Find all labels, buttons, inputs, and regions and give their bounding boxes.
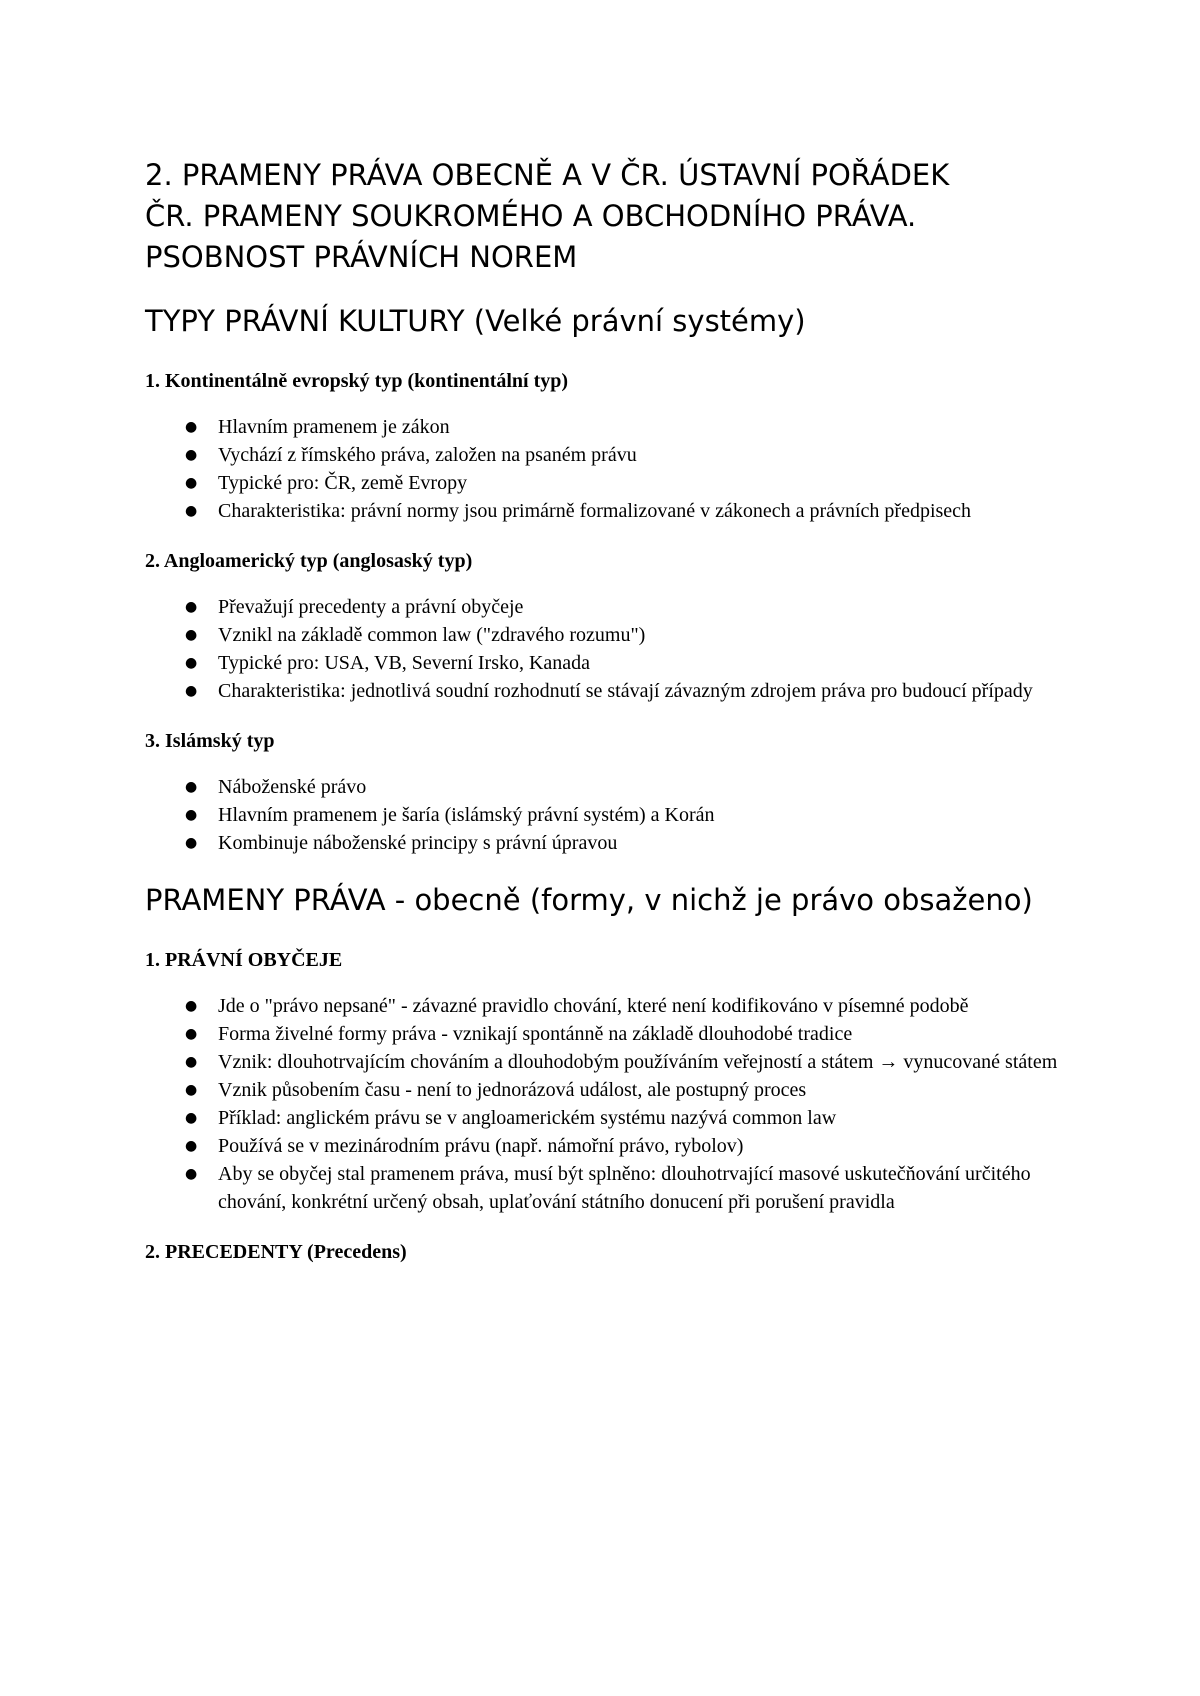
bullet-icon: ● [185, 655, 198, 671]
bullet-icon: ● [185, 835, 198, 851]
list-item: ● Příklad: anglickém právu se v angloamerickém systému nazývá common law [218, 1104, 1065, 1132]
list-item: ● Jde o "právo nepsané" - závazné pravidlo chování, které není kodifikováno v písemné podobě [218, 992, 1065, 1020]
list-item: ● Typické pro: ČR, země Evropy [218, 469, 1065, 497]
bullet-icon: ● [185, 1138, 198, 1154]
list-item: ● Vznikl na základě common law ("zdravého rozumu") [218, 621, 1065, 649]
title-line-2: ČR. PRAMENY SOUKROMÉHO A OBCHODNÍHO PRÁVA. [145, 199, 917, 233]
list-item: ● Hlavním pramenem je šaría (islámský právní systém) a Korán [218, 801, 1065, 829]
list-item: ● Aby se obyčej stal pramenem práva, musí být splněno: dlouhotrvající masové uskutečňování určitého chování, konkrétní určený obsah, uplaťování státního donucení při porušení pravidla [218, 1160, 1065, 1216]
list-item: ● Charakteristika: jednotlivá soudní rozhodnutí se stávají závazným zdrojem práva pro budoucí případy [218, 677, 1065, 705]
list-item: ● Vznik působením času - není to jednorázová událost, ale postupný proces [218, 1076, 1065, 1104]
list-item: ● Typické pro: USA, VB, Severní Irsko, Kanada [218, 649, 1065, 677]
bullet-icon: ● [185, 475, 198, 491]
continental-type-list [145, 413, 1065, 525]
section-heading-sources-of-law: PRAMENY PRÁVA - obecně (formy, v nichž je právo obsaženo) [145, 883, 1033, 917]
bullet-icon: ● [185, 998, 198, 1014]
list-item: ● Převažují precedenty a právní obyčeje [218, 593, 1065, 621]
document-title [145, 155, 1065, 278]
angloamerican-type-list [145, 593, 1065, 705]
title-line-1: 2. PRAMENY PRÁVA OBECNĚ A V ČR. ÚSTAVNÍ POŘÁDEK [145, 158, 950, 192]
subheading-precedents: 2. PRECEDENTY (Precedens) [145, 1241, 407, 1263]
bullet-icon: ● [185, 1054, 198, 1070]
subheading-continental-type: 1. Kontinentálně evropský typ (kontinentální typ) [145, 370, 569, 392]
bullet-icon: ● [185, 1026, 198, 1042]
list-item: ● Náboženské právo [218, 773, 1065, 801]
subheading-angloamerican-type: 2. Angloamerický typ (anglosaský typ) [145, 550, 473, 572]
subheading-islamic-type: 3. Islámský typ [145, 730, 275, 752]
bullet-icon: ● [185, 1110, 198, 1126]
list-item: ● Hlavním pramenem je zákon [218, 413, 1065, 441]
list-item: ● Charakteristika: právní normy jsou primárně formalizované v zákonech a právních předpisech [218, 497, 1065, 525]
subheading-legal-customs: 1. PRÁVNÍ OBYČEJE [145, 949, 343, 971]
bullet-icon: ● [185, 627, 198, 643]
legal-customs-list [145, 992, 1065, 1216]
islamic-type-list [145, 773, 1065, 857]
bullet-icon: ● [185, 503, 198, 519]
list-item: ● Používá se v mezinárodním právu (např. námořní právo, rybolov) [218, 1132, 1065, 1160]
list-item: ● Kombinuje náboženské principy s právní úpravou [218, 829, 1065, 857]
bullet-icon: ● [185, 599, 198, 615]
section-heading-legal-cultures: TYPY PRÁVNÍ KULTURY (Velké právní systémy) [145, 304, 806, 338]
bullet-icon: ● [185, 779, 198, 795]
title-line-3: PSOBNOST PRÁVNÍCH NOREM [145, 240, 578, 274]
bullet-icon: ● [185, 1166, 198, 1182]
bullet-icon: ● [185, 1082, 198, 1098]
document-page [145, 155, 1065, 1284]
bullet-icon: ● [185, 807, 198, 823]
list-item: ● Forma živelné formy práva - vznikají spontánně na základě dlouhodobé tradice [218, 1020, 1065, 1048]
list-item: ● Vznik: dlouhotrvajícím chováním a dlouhodobým používáním veřejností a státem → vynucované státem [218, 1048, 1065, 1076]
list-item: ● Vychází z římského práva, založen na psaném právu [218, 441, 1065, 469]
bullet-icon: ● [185, 683, 198, 699]
bullet-icon: ● [185, 447, 198, 463]
bullet-icon: ● [185, 419, 198, 435]
